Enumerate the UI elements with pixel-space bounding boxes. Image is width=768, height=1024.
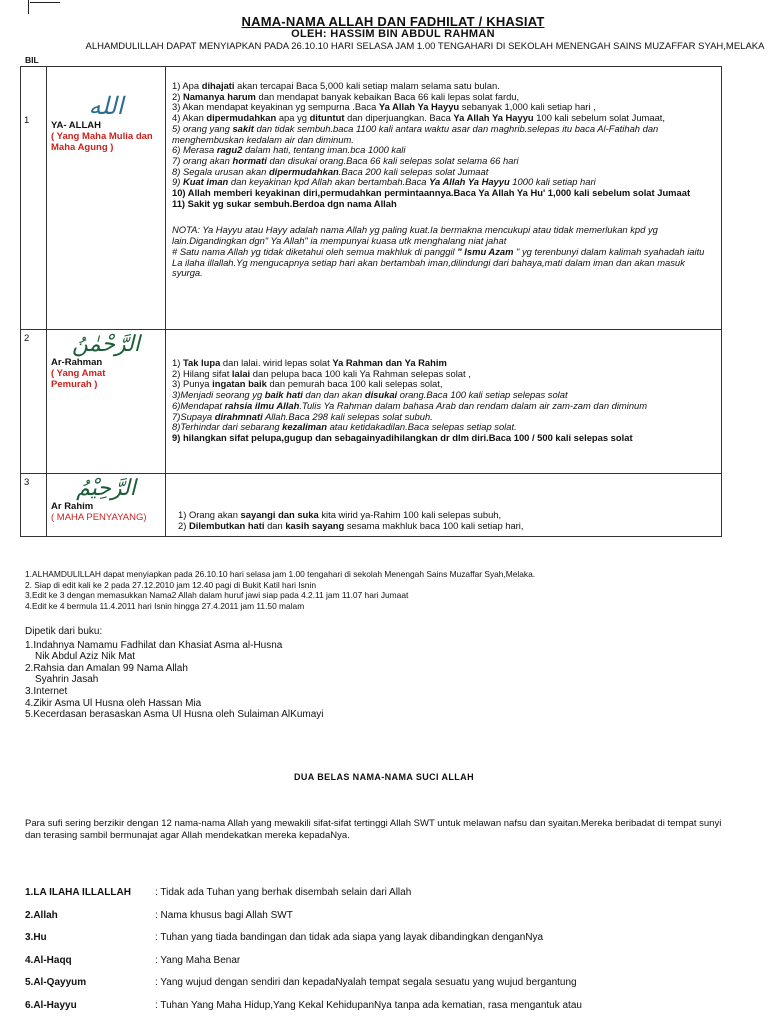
table-row	[21, 67, 722, 330]
source-title: 3.Internet	[25, 685, 68, 697]
fadhilat-list	[166, 330, 721, 446]
document-author: OLEH: HASSIM BIN ABDUL RAHMAN	[291, 28, 495, 40]
row-number: 2	[21, 330, 47, 474]
page-corner-mark	[28, 0, 29, 14]
arabic-calligraphy: الله	[88, 92, 124, 120]
nota-2: # Satu nama Allah yg tidak diketahui oleh semua makhluk di panggil " Ismu Azam " yg terenbunyi dalam kalimah syahadah iaitu La ilaha illallah.Yg mengucapnya setiap hari akan bertambah iman,dilindungi dari bahaya,mati dalam iman dan akan masuk syurga.	[172, 245, 705, 279]
source-title: 2.Rahsia dan Amalan 99 Nama Allah	[25, 662, 188, 674]
name-meaning: ( MAHA PENYAYANG)	[51, 512, 147, 523]
row-number: 1	[21, 67, 47, 330]
fadhilat-item: 9) hilangkan sifat pelupa,gugup dan sebagainyadihilangkan dr dlm diri.Baca 100 / 500 kali selepas solat	[172, 431, 633, 443]
bil-label: BIL	[25, 55, 39, 65]
fadhilat-item: 2) Hilang sifat lalai dan pelupa baca 100 kali Ya Rahman selepas solat ,	[172, 367, 471, 379]
sources-block	[25, 626, 725, 721]
edit-notes	[25, 569, 725, 611]
section-paragraph: Para sufi sering berzikir dengan 12 nama-nama Allah yang mewakili sifat-sifat tertinggi Allah SWT untuk melawan nafsu dan syaitan.Mereka beribadat di tempat sunyi dan terasing sambil bermunajat agar Allah mendekatkan mereka kepadaNya.	[25, 818, 722, 841]
name-meaning: ( Yang Maha Mulia dan Maha Agung )	[51, 131, 153, 153]
fadhilat-item: 3) Akan mendapat keyakinan yg sempurna .Baca Ya Allah Ya Hayyu sebanyak 1,000 kali setiap hari ,	[172, 101, 596, 113]
list-item: 6.Al-Hayyu : Tuhan Yang Maha Hidup,Yang Kekal KehidupanNya tanpa ada kematian, rasa mengantuk atau	[25, 999, 582, 1011]
name-label: Ar-Rahman	[51, 357, 103, 368]
list-item: 5.Al-Qayyum : Yang wujud dengan sendiri dan kepadaNyalah tempat segala sesuatu yang wujud bergantung	[25, 977, 577, 988]
list-item: 4.Al-Haqq : Yang Maha Benar	[25, 954, 241, 966]
fadhilat-item: 6) Merasa ragu2 dalam hati, tentang iman.bca 1000 kali	[172, 144, 406, 156]
arabic-calligraphy: الرَّحِيْمُ	[76, 476, 136, 501]
source-author: Syahrin Jasah	[35, 674, 99, 686]
fadhilat-item: 8) Segala urusan akan dipermudahkan.Baca 200 kali selepas solat Jumaat	[172, 165, 489, 177]
fadhilat-item: 8)Terhindar dari sebarang kezaliman atau ketidakadilan.Baca selepas setiap solat.	[172, 421, 517, 433]
fadhilat-item: 3)Menjadi seorang yg baik hati dan dan akan disukai orang.Baca 100 kali setiap selepas solat	[172, 389, 568, 401]
fadhilat-item: 1) Apa dihajati akan tercapai Baca 5,000 kali setiap malam selama satu bulan.	[172, 80, 500, 91]
fadhilat-list	[166, 474, 721, 533]
description-cell	[166, 330, 722, 474]
name-cell	[47, 67, 166, 330]
name-cell	[47, 474, 166, 537]
list-item: 2.Allah : Nama khusus bagi Allah SWT	[25, 909, 293, 921]
twelve-names-list	[25, 887, 755, 1022]
name-label: Ar Rahim	[51, 501, 94, 512]
table-row	[21, 474, 722, 537]
nota-1: NOTA: Ya Hayyu atau Hayy adalah nama Allah yg paling kuat.Ia bermakna mencukupi atau tidak memerlukan kpd yg lain.Digandingkan dgn" Ya Allah" ia mempunyai kuasa utk menghalang niat jahat	[172, 224, 658, 247]
fadhilat-item: 1) Orang akan sayangi dan suka kita wirid ya-Rahim 100 kali selepas subuh,	[178, 509, 502, 520]
source-author: Nik Abdul Aziz Nik Mat	[35, 651, 136, 663]
fadhilat-item: 7)Supaya dirahmnati Allah.Baca 298 kali selepas solat subuh.	[172, 410, 433, 422]
names-table	[20, 66, 722, 537]
note-line: 4.Edit ke 4 bermula 11.4.2011 hari Isnin hingga 27.4.2011 jam 11.50 malam	[25, 600, 305, 611]
fadhilat-item: 1) Tak lupa dan lalai. wirid lepas solat Ya Rahman dan Ya Rahim	[172, 357, 447, 368]
fadhilat-item: 2) Dilembutkan hati dan kasih sayang sesama makhluk baca 100 kali setiap hari,	[178, 519, 524, 531]
source-title: 1.Indahnya Namamu Fadhilat dan Khasiat Asma al-Husna	[25, 639, 283, 651]
description-cell	[166, 474, 722, 537]
fadhilat-item: 2) Namanya harum dan mendapat banyak kebaikan Baca 66 kali lepas solat fardu,	[172, 90, 520, 102]
fadhilat-list	[166, 67, 721, 211]
list-item: 1.LA ILAHA ILLALLAH : Tidak ada Tuhan yang berhak disembah selain dari Allah	[25, 887, 412, 898]
note-line: 2. Siap di edit kali ke 2 pada 27.12.2010 jam 12.40 pagi di Bukit Katil hari Isnin	[25, 579, 316, 590]
document-title: NAMA-NAMA ALLAH DAN FADHILAT / KHASIAT	[241, 14, 545, 29]
fadhilat-item: 5) orang yang sakit dan tidak sembuh.baca 1100 kali antara waktu asar dan maghrib.selepas itu baca Al-Fatihah dan menghembuskan kedalam air dan diminum.	[172, 122, 659, 145]
name-meaning: ( Yang Amat Pemurah )	[51, 368, 106, 390]
fadhilat-item: 11) Sakit yg sukar sembuh.Berdoa dgn nama Allah	[172, 197, 397, 209]
description-cell	[166, 67, 722, 330]
intro-text: ALHAMDULILLAH DAPAT MENYIAPKAN PADA 26.10.10 HARI SELASA JAM 1.00 TENGAHARI DI SEKOLAH MENENGAH SAINS MUZAFFAR SYAH,MELAKA	[85, 41, 765, 52]
note-line: 1.ALHAMDULILLAH dapat menyiapkan pada 26.10.10 hari selasa jam 1.00 tengahari di sekolah Menengah Sains Muzaffar Syah,Melaka.	[25, 569, 536, 579]
name-cell	[47, 330, 166, 474]
arabic-calligraphy: الرَّحْمٰنُ	[71, 332, 141, 357]
source-title: 5.Kecerdasan berasaskan Asma Ul Husna oleh Sulaiman AlKumayi	[25, 709, 324, 721]
table-row	[21, 330, 722, 474]
fadhilat-item: 4) Akan dipermudahkan apa yg dituntut dan diperjuangkan. Baca Ya Allah Ya Hayyu 100 kali sebelum solat Jumaat,	[172, 112, 665, 124]
note-line: 3.Edit ke 3 dengan memasukkan Nama2 Allah dalam huruf jawi siap pada 4.2.11 jam 11.07 hari Jumaat	[25, 590, 409, 600]
fadhilat-item: 9) Kuat iman dan keyakinan kpd Allah akan bertambah.Baca Ya Allah Ya Hayyu 1000 kali setiap hari	[172, 176, 596, 188]
name-label: YA- ALLAH	[51, 120, 101, 131]
fadhilat-item: 3) Punya ingatan baik dan pemurah baca 100 kali selepas solat,	[172, 378, 443, 390]
source-title: 4.Zikir Asma Ul Husna oleh Hassan Mia	[25, 697, 202, 709]
row-number: 3	[21, 474, 47, 537]
fadhilat-item: 10) Allah memberi keyakinan diri,permudahkan permintaannya.Baca Ya Allah Ya Hu' 1,000 kali sebelum solat Jumaat	[172, 187, 691, 199]
fadhilat-item: 6)Mendapat rahsia ilmu Allah.Tulis Ya Rahman dalam bahasa Arab dan rendam dalam air zam-zam dan diminum	[172, 399, 648, 411]
list-item: 3.Hu : Tuhan yang tiada bandingan dan tidak ada siapa yang layak dibandingkan denganNya	[25, 932, 544, 943]
section-heading: DUA BELAS NAMA-NAMA SUCI ALLAH	[294, 772, 474, 782]
sources-heading: Dipetik dari buku:	[25, 626, 103, 637]
page-corner-line	[30, 2, 60, 3]
fadhilat-item: 7) orang akan hormati dan disukai orang.Baca 66 kali selepas solat selama 66 hari	[172, 154, 519, 166]
